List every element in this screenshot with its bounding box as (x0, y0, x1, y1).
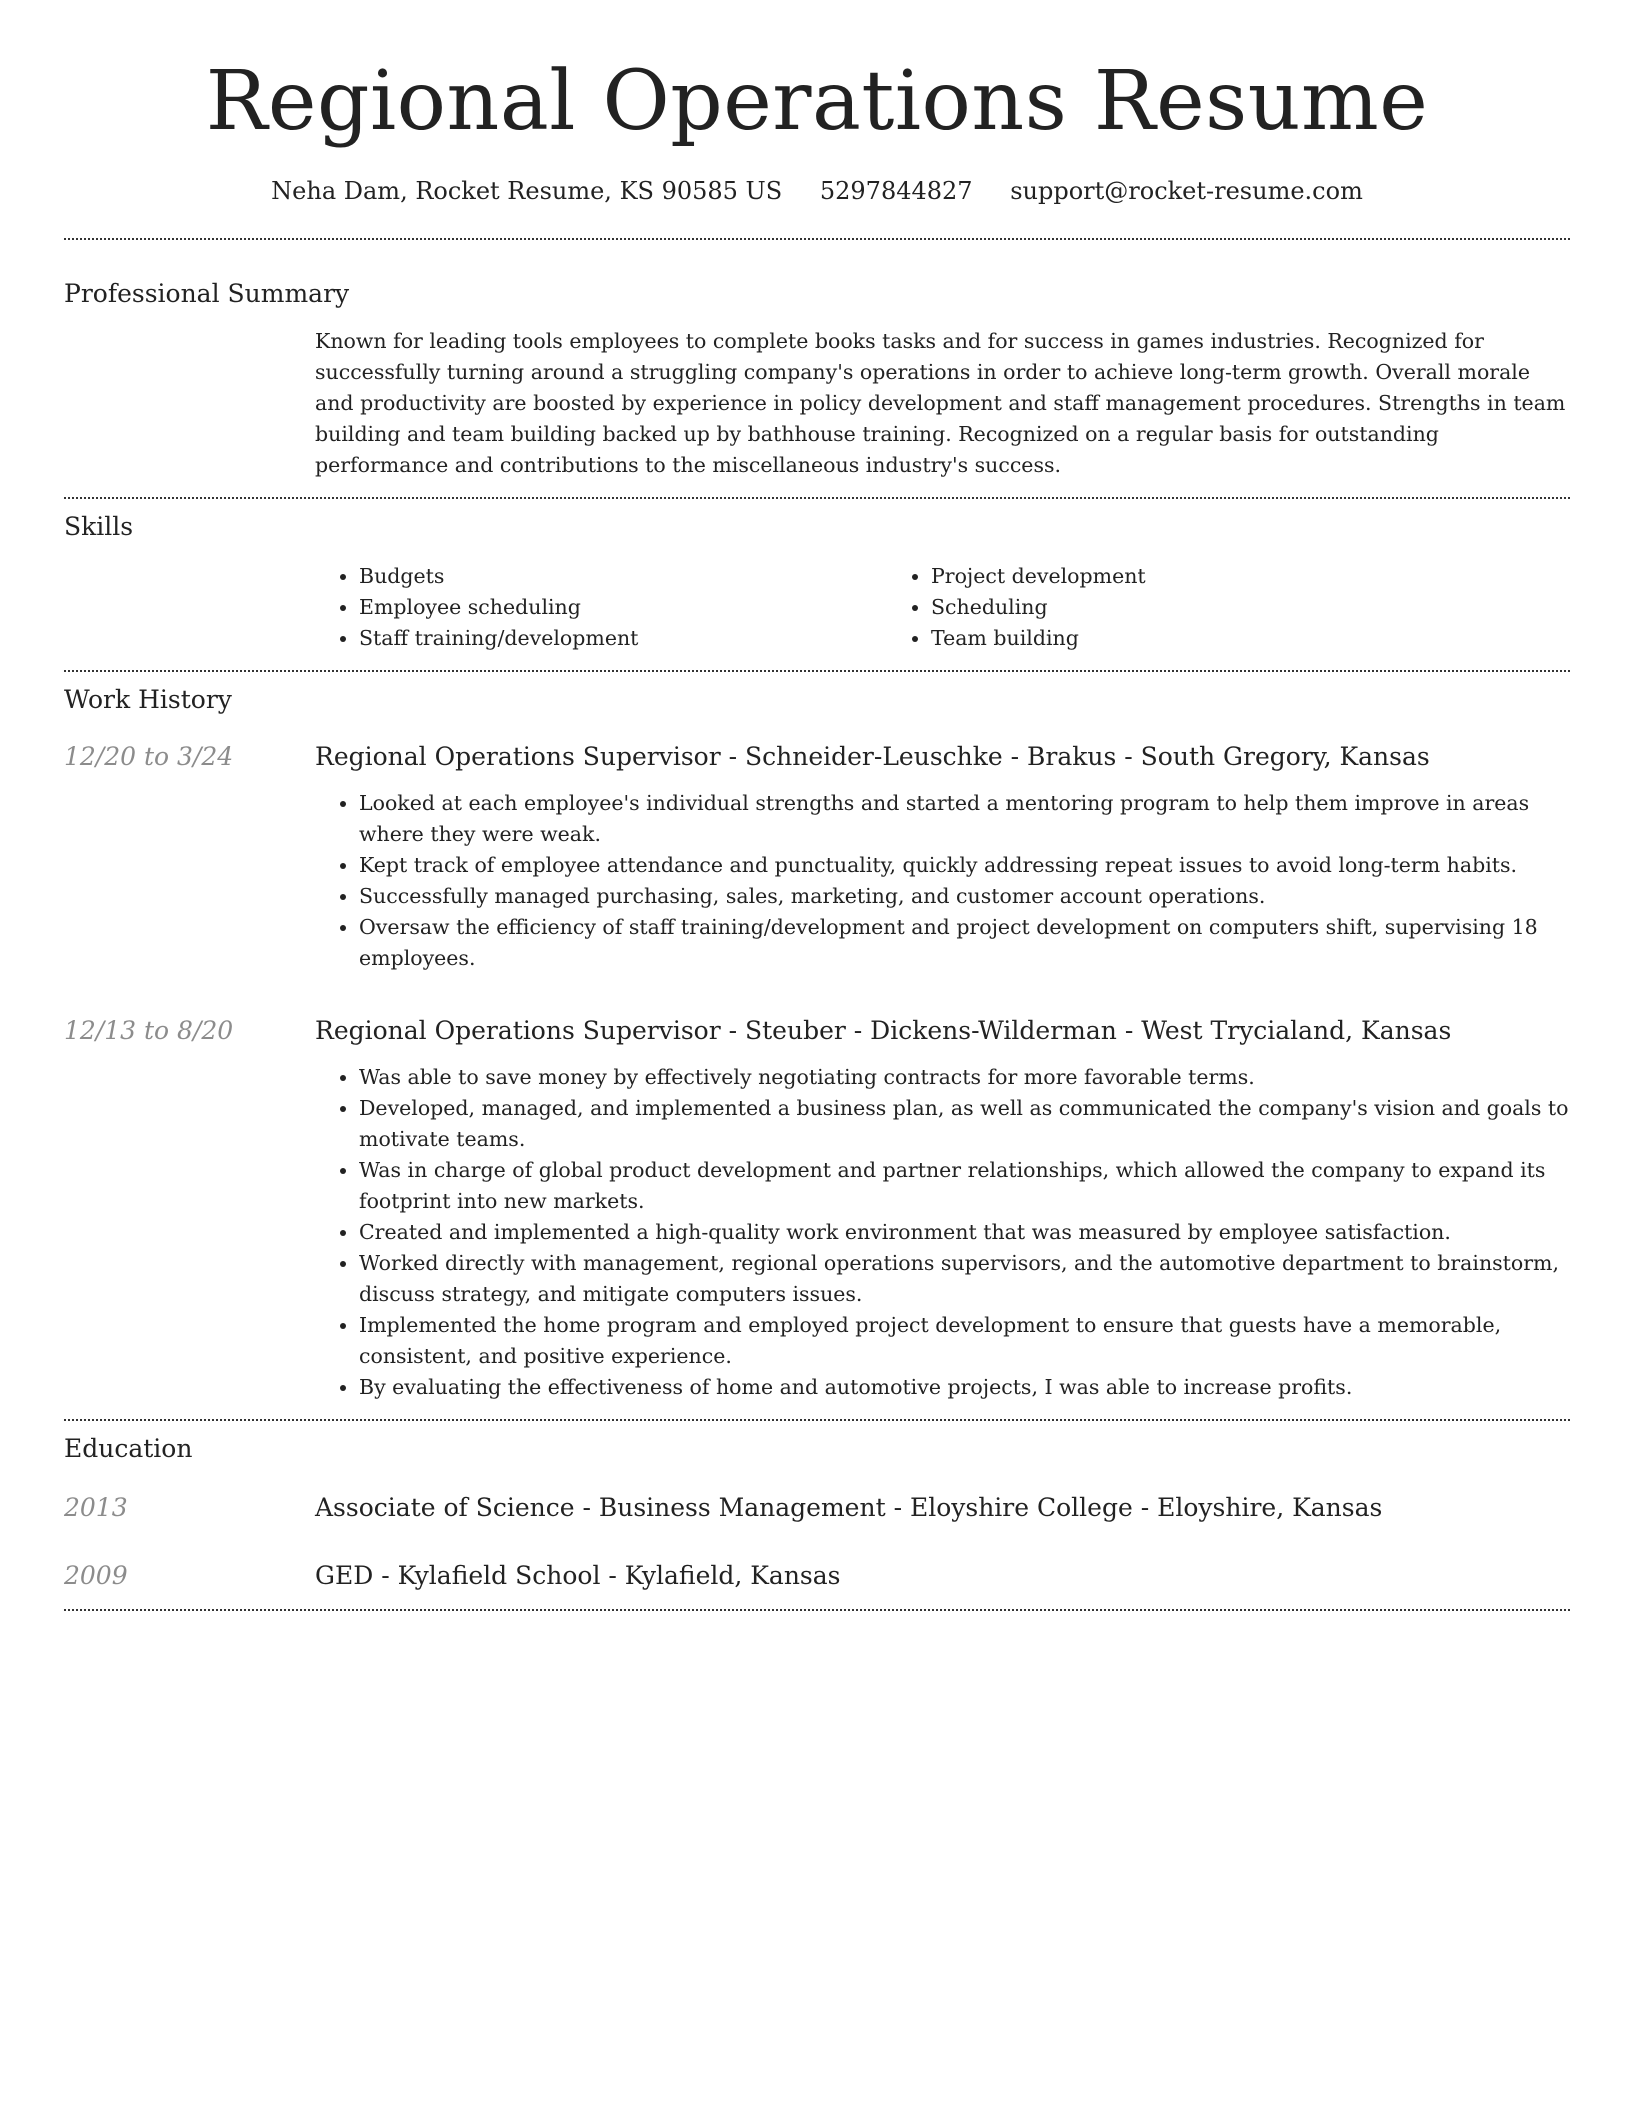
job-date: 12/20 to 3/24 (64, 742, 234, 771)
contact-email: support@rocket-resume.com (1010, 177, 1363, 205)
job-heading: Regional Operations Supervisor - Steuber - Dickens-Wilderman - West Trycialand, Kansas (315, 1016, 1452, 1045)
job-bullet: • Kept track of employee attendance and punctuality, quickly addressing repeat issues to avoid long-term habits. (359, 850, 1570, 881)
education-entry (64, 1559, 1570, 1593)
education-body (315, 1559, 1570, 1593)
skills-column-right (887, 561, 1527, 654)
skills-column-left (315, 561, 887, 654)
skill-item: • Budgets (359, 561, 887, 592)
page-title: Regional Operations Resume (205, 54, 1429, 149)
job-bullet: • Developed, managed, and implemented a business plan, as well as communicated the company's vision and goals to motivate teams. (359, 1093, 1570, 1155)
education-date: 2009 (64, 1561, 128, 1590)
job-bullet: • Was in charge of global product development and partner relationships, which allowed the company to expand its footprint into new markets. (359, 1155, 1570, 1217)
skill-item: • Scheduling (931, 592, 1527, 623)
skill-item: • Project development (931, 561, 1527, 592)
job-bullet: • Was able to save money by effectively negotiating contracts for more favorable terms. (359, 1062, 1570, 1093)
job-bullet: • Implemented the home program and employed project development to ensure that guests have a memorable, consistent, and positive experience. (359, 1310, 1570, 1372)
work-history-title: Work History (64, 685, 232, 714)
job-bullet: • Oversaw the efficiency of staff training/development and project development on computers shift, supervising 18 employees. (359, 912, 1570, 974)
divider (64, 1609, 1570, 1611)
skill-item: • Team building (931, 623, 1527, 654)
education-heading: GED - Kylafield School - Kylafield, Kansas (315, 1561, 841, 1590)
job-entry (64, 1014, 1570, 1403)
job-heading: Regional Operations Supervisor - Schneider-Leuschke - Brakus - South Gregory, Kansas (315, 742, 1430, 771)
summary-text: Known for leading tools employees to complete books tasks and for success in games industries. Recognized for successfully turning around a struggling company's operations in order to achieve long-term growth. Overall morale and productivity are boosted by experience in policy development and staff management procedures. Strengths in team building and team building backed up by bathhouse training. Recognized on a regular basis for outstanding performance and contributions to the miscellaneous industry's success. (315, 329, 1566, 477)
job-body (315, 740, 1570, 974)
job-entry (64, 740, 1570, 974)
job-bullets (315, 1062, 1570, 1403)
skills-title: Skills (64, 512, 134, 541)
summary-section (64, 240, 1570, 497)
education-date: 2013 (64, 1493, 128, 1522)
education-section (64, 1421, 1570, 1609)
contact-line (64, 174, 1570, 208)
education-title: Education (64, 1434, 193, 1463)
job-bullet: • Successfully managed purchasing, sales, marketing, and customer account operations. (359, 881, 1570, 912)
skill-item: • Staff training/development (359, 623, 887, 654)
job-body (315, 1014, 1570, 1403)
skills-list (315, 561, 1570, 654)
skill-item: • Employee scheduling (359, 592, 887, 623)
contact-address: Neha Dam, Rocket Resume, KS 90585 US (271, 177, 783, 205)
job-bullet: • By evaluating the effectiveness of home and automotive projects, I was able to increase profits. (359, 1372, 1570, 1403)
job-bullet: • Worked directly with management, regional operations supervisors, and the automotive department to brainstorm, discuss strategy, and mitigate computers issues. (359, 1248, 1570, 1310)
contact-phone: 5297844827 (819, 177, 973, 205)
work-history-section (64, 672, 1570, 1419)
education-heading: Associate of Science - Business Management - Eloyshire College - Eloyshire, Kansas (315, 1493, 1383, 1522)
job-bullet: • Looked at each employee's individual strengths and started a mentoring program to help them improve in areas where they were weak. (359, 788, 1570, 850)
education-body (315, 1491, 1570, 1525)
job-date: 12/13 to 8/20 (64, 1016, 234, 1045)
job-bullet: • Created and implemented a high-quality work environment that was measured by employee satisfaction. (359, 1217, 1570, 1248)
summary-title: Professional Summary (64, 279, 350, 308)
resume-page (64, 0, 1570, 1611)
skills-section (64, 499, 1570, 670)
job-bullets (315, 788, 1570, 974)
education-entry (64, 1491, 1570, 1525)
